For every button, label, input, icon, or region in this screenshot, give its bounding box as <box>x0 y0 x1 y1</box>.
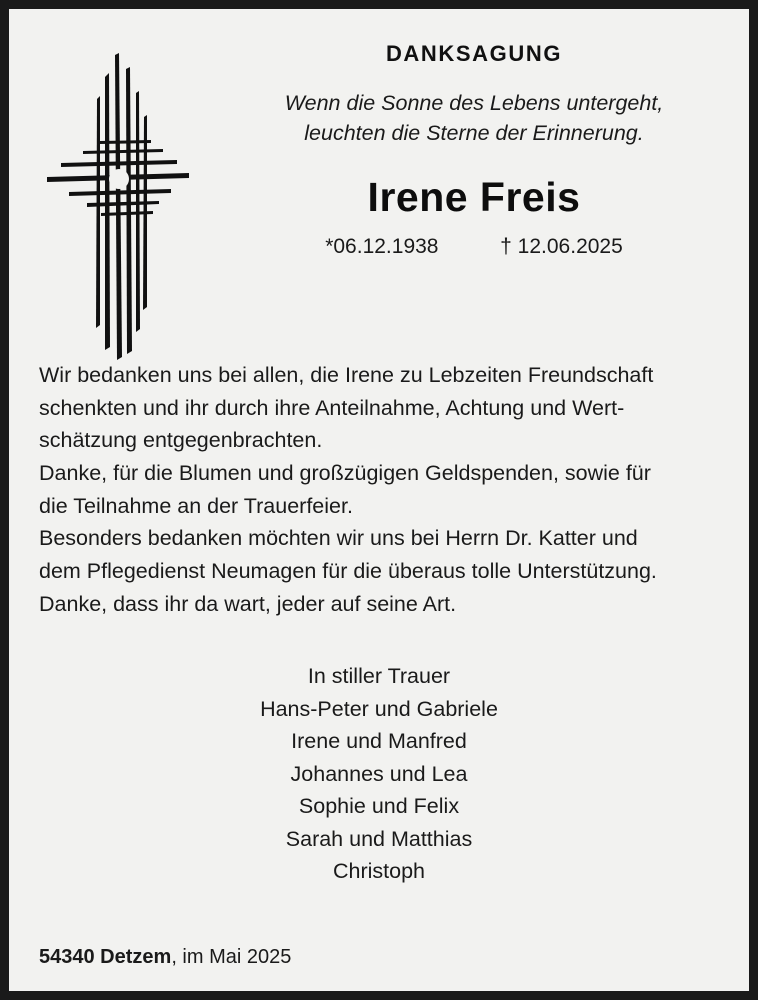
footer-place: 54340 Detzem <box>39 946 172 968</box>
mourner-item: Hans-Peter und Gabriele <box>260 696 498 721</box>
cross-icon <box>43 51 193 361</box>
verse-block <box>229 89 719 148</box>
mourner-item: Sophie und Felix <box>298 794 460 819</box>
mourner-item: Johannes und Lea <box>290 761 468 786</box>
life-dates <box>229 235 719 259</box>
body-line: schätzung entgegenbrachten. <box>39 428 323 453</box>
verse-line-1: Wenn die Sonne des Lebens untergeht, <box>284 91 664 115</box>
mourner-item: Sarah und Matthias <box>285 826 473 851</box>
birth-date: *06.12.1938 <box>325 235 439 259</box>
body-line: schenkten und ihr durch ihre Anteilnahme, Achtung und Wert- <box>39 395 625 420</box>
body-line: Wir bedanken uns bei allen, die Irene zu Lebzeiten Freundschaft <box>39 363 654 387</box>
footer-line <box>39 946 291 969</box>
body-line: dem Pflegedienst Neumagen für die überaus tolle Unterstützung. <box>39 559 657 584</box>
obituary-inner <box>9 9 749 991</box>
mourner-item: Irene und Manfred <box>291 729 467 754</box>
page-title: DANKSAGUNG <box>385 41 563 66</box>
mourners-block <box>39 660 719 887</box>
thanks-body <box>39 359 719 620</box>
body-line: Danke, dass ihr da wart, jeder auf seine Art. <box>39 591 457 616</box>
body-line: Besonders bedanken möchten wir uns bei Herrn Dr. Katter und <box>39 526 638 551</box>
obituary-top-area <box>39 41 719 341</box>
body-line: die Teilnahme an der Trauerfeier. <box>39 493 353 518</box>
death-date: † 12.06.2025 <box>500 235 623 259</box>
deceased-name: Irene Freis <box>367 174 581 221</box>
mourner-item: Christoph <box>332 859 425 884</box>
verse-line-2: leuchten die Sterne der Erinnerung. <box>304 120 644 145</box>
body-line: Danke, für die Blumen und großzügigen Geldspenden, sowie für <box>39 461 651 486</box>
mourners-intro: In stiller Trauer <box>307 664 451 689</box>
footer-date: , im Mai 2025 <box>171 946 292 968</box>
